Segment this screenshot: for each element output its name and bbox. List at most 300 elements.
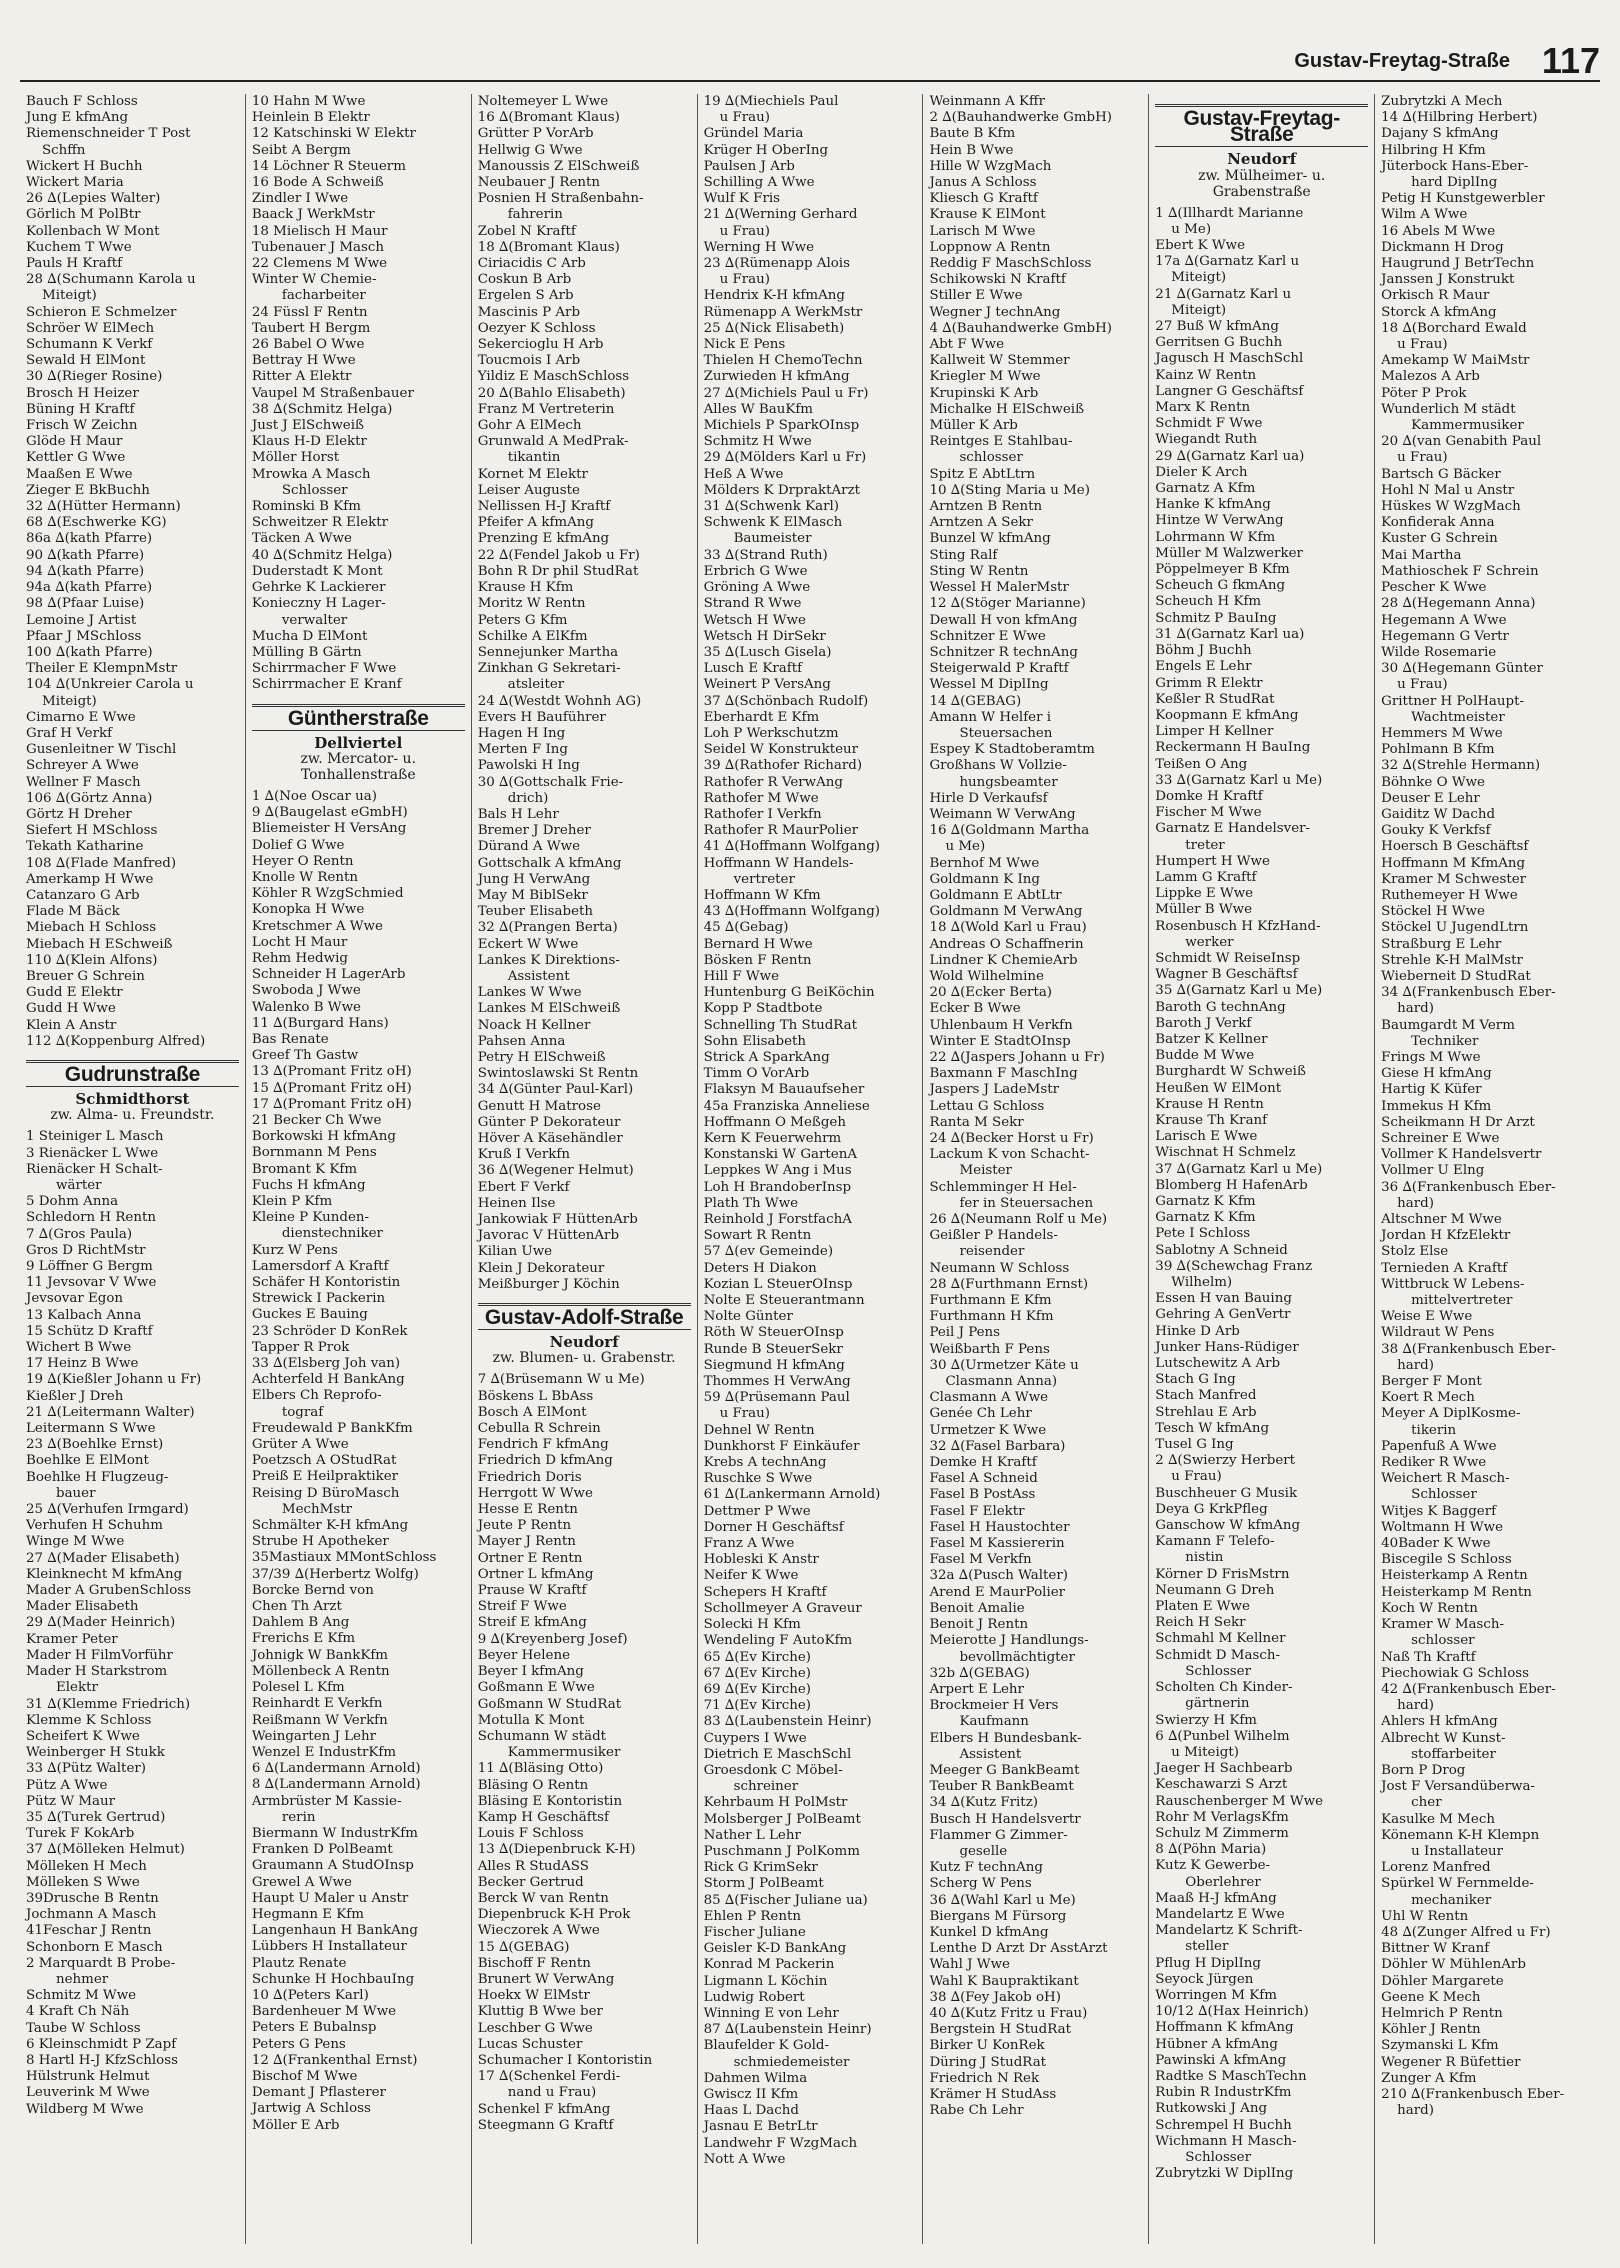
directory-entry: Klemme K Schloss [26, 1712, 152, 1728]
directory-entry: Schreyer A Wwe [26, 758, 139, 774]
directory-entry: Schulz M Zimmerm [1155, 1825, 1289, 1841]
street-bounds: zw. Mülheimer- u. Grabenstraße [1198, 167, 1326, 200]
directory-entry: Vollmer U Elng [1381, 1163, 1485, 1179]
directory-entry: Müller B Wwe [1155, 902, 1253, 918]
directory-entry: 28 ∆(Furthmann Ernst) [929, 1276, 1089, 1292]
directory-entry: 3 Rienäcker L Wwe [26, 1145, 159, 1161]
directory-entry: Gaiditz W Dachd [1381, 806, 1496, 822]
directory-entry: Mader H Starkstrom [26, 1664, 168, 1680]
directory-entry: Dahmen Wilma [703, 2070, 808, 2086]
directory-entry: 68 ∆(Eschwerke KG) [26, 515, 167, 531]
directory-entry: Miebach H ESchweiß [26, 936, 173, 952]
directory-entry: Köhler J Rentn [1381, 2022, 1481, 2038]
directory-entry: Gehrke K Lackierer [251, 580, 386, 596]
directory-entry: Leuverink M Wwe [26, 2085, 150, 2101]
directory-entry: Riemenschneider T Post [26, 126, 191, 142]
directory-entry: u Frau) [719, 272, 770, 288]
directory-entry: 67 ∆(Ev Kirche) [703, 1665, 812, 1681]
directory-entry: Rubin R IndustrKfm [1155, 2085, 1292, 2101]
directory-entry: Pflug H DiplIng [1155, 1955, 1261, 1971]
directory-entry: u Frau) [1397, 337, 1448, 353]
directory-entry: Wischnat H Schmelz [1155, 1145, 1296, 1161]
directory-entry: Petig H Kunstgewerbler [1381, 191, 1545, 207]
directory-entry: Bernhof M Wwe [929, 855, 1040, 871]
directory-entry: Kriegler M Wwe [929, 369, 1041, 385]
directory-entry: 71 ∆(Ev Kirche) [703, 1698, 812, 1714]
directory-entry: Heinlein B Elektr [251, 110, 370, 126]
directory-entry: Gerritsen G Buchh [1155, 335, 1283, 351]
directory-entry: Heß A Wwe [703, 466, 784, 482]
directory-entry: Büning H Kraftf [26, 401, 135, 417]
directory-entry: Rathofer I Verkfn [703, 806, 822, 822]
directory-entry: Wichert B Wwe [26, 1340, 132, 1356]
directory-entry: 16 Abels M Wwe [1381, 223, 1496, 239]
directory-entry: Dajany S kfmAng [1381, 126, 1499, 142]
directory-entry: Armbrüster M Kassie- [251, 1793, 402, 1809]
directory-entry: 23 ∆(Boehlke Ernst) [26, 1437, 164, 1453]
directory-entry: Humpert H Wwe [1155, 853, 1270, 869]
directory-entry: Mai Martha [1381, 547, 1462, 563]
directory-entry: Javorac V HüttenArb [477, 1228, 620, 1244]
directory-entry: 61 ∆(Lankermann Arnold) [703, 1487, 881, 1503]
directory-entry: Strewick I Packerin [251, 1291, 386, 1307]
directory-entry: Deters H Diakon [703, 1260, 817, 1276]
directory-entry: Nolte Günter [703, 1309, 793, 1325]
directory-entry: Schlosser [1185, 1663, 1252, 1679]
directory-entry: Dahlem B Ang [251, 1615, 350, 1631]
directory-entry: Berger F Mont [1381, 1374, 1482, 1390]
directory-entry: 35 ∆(Garnatz Karl u Me) [1155, 983, 1323, 999]
directory-entry: Rathofer R MaurPolier [703, 823, 859, 839]
directory-entry: Scheuch G fkmAng [1155, 578, 1286, 594]
directory-entry: Jaeger H Sachbearb [1155, 1761, 1293, 1777]
directory-entry: 59 ∆(Prüsemann Paul [703, 1390, 850, 1406]
directory-entry: Haupt U Maler u Anstr [251, 1890, 409, 1906]
directory-entry: 106 ∆(Görtz Anna) [26, 790, 153, 806]
directory-entry: 10/12 ∆(Hax Heinrich) [1155, 2004, 1309, 2020]
directory-entry: Zunger A Kfm [1381, 2070, 1477, 2086]
directory-entry: Tekath Katharine [26, 839, 144, 855]
directory-entry: Görlich M PolBtr [26, 207, 141, 223]
directory-entry: 11 ∆(Bläsing Otto) [477, 1761, 604, 1777]
directory-entry: Lackum K von Schacht- [929, 1147, 1090, 1163]
directory-entry: 33 ∆(Garnatz Karl u Me) [1155, 772, 1323, 788]
directory-entry: Lankes W Wwe [477, 985, 582, 1001]
directory-entry: Wilde Rosemarie [1381, 644, 1497, 660]
directory-entry: Hein B Wwe [929, 142, 1014, 158]
directory-entry: Heisterkamp A Rentn [1381, 1568, 1528, 1584]
directory-entry: Schrempel H Buchh [1155, 2117, 1292, 2133]
directory-entry: Taubert H Bergm [251, 320, 371, 336]
directory-entry: Boehlke E ElMont [26, 1453, 149, 1469]
directory-entry: Rabe Ch Lehr [929, 2103, 1024, 2119]
directory-entry: Tapper R Prok [251, 1339, 350, 1355]
directory-entry: Techniker [1411, 1033, 1479, 1049]
directory-entry: 22 ∆(Fendel Jakob u Fr) [477, 547, 640, 563]
directory-entry: Haas L Dachd [703, 2103, 799, 2119]
directory-entry: Jartwig A Schloss [251, 2101, 371, 2117]
directory-entry: Miteigt) [42, 693, 97, 709]
directory-entry: 18 ∆(Borchard Ewald [1381, 320, 1527, 336]
directory-entry: Stöckel H Wwe [1381, 904, 1485, 920]
directory-entry: Vaupel M Straßenbauer [251, 385, 414, 401]
directory-entry: Lusch E Kraftf [703, 661, 803, 677]
directory-entry: Maaß H-J kfmAng [1155, 1890, 1277, 1906]
directory-entry: Clasmann Anna) [945, 1374, 1058, 1390]
directory-entry: Espey K Stadtoberamtm [929, 742, 1095, 758]
directory-entry: Preiß E Heilpraktiker [251, 1469, 399, 1485]
directory-entry: Schmitz M Wwe [26, 1988, 137, 2004]
directory-entry: Heußen W ElMont [1155, 1080, 1282, 1096]
directory-entry: Genée Ch Lehr [929, 1406, 1032, 1422]
directory-entry: Scheikmann H Dr Arzt [1381, 1114, 1535, 1130]
directory-entry: Kleinknecht M kfmAng [26, 1566, 183, 1582]
directory-entry: Benoit J Rentn [929, 1617, 1029, 1633]
directory-entry: 83 ∆(Laubenstein Heinr) [703, 1714, 872, 1730]
directory-entry: Borkowski H kfmAng [251, 1129, 396, 1145]
directory-entry: 69 ∆(Ev Kirche) [703, 1681, 812, 1697]
directory-entry: Just J ElSchweiß [251, 418, 364, 434]
directory-entry: 30 ∆(Gottschalk Frie- [477, 774, 624, 790]
directory-entry: Altschner M Wwe [1381, 1212, 1502, 1228]
directory-entry: Becker Gertrud [477, 1874, 584, 1890]
directory-entry: Sting W Rentn [929, 563, 1029, 579]
directory-entry: 30 ∆(Rieger Rosine) [26, 369, 163, 385]
directory-entry: 18 ∆(Wold Karl u Frau) [929, 920, 1087, 936]
directory-entry: Steegmann G Kraftf [477, 2117, 614, 2133]
directory-entry: Hesse E Rentn [477, 1502, 578, 1518]
directory-entry: Kallweit W Stemmer [929, 353, 1070, 369]
directory-entry: Achterfeld H BankAng [251, 1372, 405, 1388]
directory-entry: 6 Kleinschmidt P Zapf [26, 2036, 177, 2052]
directory-entry: Bittner W Kranf [1381, 1941, 1490, 1957]
directory-entry: u Miteigt) [1171, 1744, 1239, 1760]
directory-entry: Geißler P Handels- [929, 1228, 1058, 1244]
directory-entry: Wenzel E IndustrKfm [251, 1744, 397, 1760]
directory-entry: Ortner E Rentn [477, 1550, 583, 1566]
directory-entry: Kamp H Geschäftsf [477, 1809, 609, 1825]
directory-entry: u Frau) [719, 223, 770, 239]
directory-entry: tikerin [1411, 1422, 1457, 1438]
directory-entry: Papenfuß A Wwe [1381, 1438, 1497, 1454]
directory-entry: hard) [1397, 1001, 1434, 1017]
directory-entry: Fasel M Kassiererin [929, 1536, 1065, 1552]
directory-entry: Reckermann H BauIng [1155, 740, 1311, 756]
directory-entry: Lankes M ElSchweiß [477, 1001, 621, 1017]
directory-entry: Radtke S MaschTechn [1155, 2068, 1307, 2084]
directory-entry: 12 ∆(Stöger Marianne) [929, 596, 1086, 612]
directory-entry: Dewall H von kfmAng [929, 612, 1078, 628]
directory-entry: Woltmann H Wwe [1381, 1519, 1504, 1535]
directory-entry: Fasel H Haustochter [929, 1519, 1070, 1535]
directory-entry: 24 ∆(Westdt Wohnh AG) [477, 693, 642, 709]
directory-entry: Möllenbeck A Rentn [251, 1663, 390, 1679]
directory-entry: 13 Kalbach Anna [26, 1307, 142, 1323]
directory-entry: 22 ∆(Jaspers Johann u Fr) [929, 1049, 1105, 1065]
directory-entry: Baute B Kfm [929, 126, 1016, 142]
directory-entry: Böhnke O Wwe [1381, 774, 1485, 790]
directory-entry: 10 Hahn M Wwe [251, 94, 366, 109]
directory-entry: Worringen M Kfm [1155, 1987, 1277, 2003]
header-street: Gustav-Freytag-Straße [1294, 50, 1510, 72]
directory-entry: Hegmann E Kfm [251, 1906, 364, 1922]
directory-entry: 28 ∆(Hegemann Anna) [1381, 596, 1536, 612]
directory-entry: Molsberger J PolBeamt [703, 1811, 861, 1827]
directory-entry: gärtnerin [1185, 1696, 1250, 1712]
directory-entry: 14 ∆(Hilbring Herbert) [1381, 110, 1538, 126]
directory-entry: Jeute P Rentn [477, 1518, 572, 1534]
directory-entry: Ludwig Robert [703, 1989, 805, 2005]
directory-entry: hard) [1397, 1357, 1434, 1373]
directory-entry: Merten F Ing [477, 742, 568, 758]
directory-entry: Kaufmann [959, 1714, 1029, 1730]
directory-entry: Malezos A Arb [1381, 369, 1480, 385]
directory-entry: Jung E kfmAng [26, 110, 129, 126]
directory-entry: Teuber Elisabeth [477, 904, 594, 920]
directory-entry: Grunwald A MedPrak- [477, 434, 629, 450]
directory-entry: Schmitz H Wwe [703, 434, 812, 450]
directory-entry: Jagusch H MaschSchl [1155, 351, 1304, 367]
directory-entry: Streif E kfmAng [477, 1615, 587, 1631]
directory-entry: Ciriacidis C Arb [477, 256, 586, 272]
directory-entry: 104 ∆(Unkreier Carola u [26, 677, 194, 693]
directory-entry: Fasel A Schneid [929, 1471, 1038, 1487]
directory-entry: Locht H Maur [251, 934, 348, 950]
directory-entry: Mader H FilmVorführ [26, 1647, 173, 1663]
directory-entry: Cuypers I Wwe [703, 1730, 807, 1746]
directory-entry: Zurwieden H kfmAng [703, 369, 850, 385]
directory-entry: Möller E Arb [251, 2117, 340, 2133]
directory-entry: nand u Frau) [507, 2085, 597, 2101]
directory-entry: Zobel N Kraftf [477, 223, 576, 239]
directory-entry: Strehle K-H MalMstr [1381, 952, 1523, 968]
directory-entry: Wittbruck W Lebens- [1381, 1276, 1525, 1292]
directory-entry: 37 ∆(Schönbach Rudolf) [703, 693, 869, 709]
directory-entry: Weingarten J Lehr [251, 1728, 376, 1744]
directory-entry: Krause Th Kranf [1155, 1112, 1268, 1128]
directory-entry: Krupinski K Arb [929, 385, 1039, 401]
directory-entry: Krüger H OberIng [703, 142, 829, 158]
directory-entry: 39 ∆(Rathofer Richard) [703, 758, 863, 774]
directory-entry: Düring J StudRat [929, 2054, 1047, 2070]
directory-entry: Glöde H Maur [26, 434, 123, 450]
directory-entry: Walenko B Wwe [251, 999, 361, 1015]
directory-entry: Weise E Wwe [1381, 1309, 1473, 1325]
directory-entry: 10 ∆(Peters Karl) [251, 1987, 369, 2003]
directory-entry: Grütter P VorArb [477, 126, 594, 142]
directory-entry: Knolle W Rentn [251, 869, 358, 885]
directory-entry: Bläsing E Kontoristin [477, 1793, 623, 1809]
directory-entry: Rominski B Kfm [251, 499, 361, 515]
directory-entry: Eckert W Wwe [477, 936, 579, 952]
district-name: Neudorf [1227, 150, 1297, 169]
directory-entry: Franken D PolBeamt [251, 1842, 393, 1858]
directory-entry: Wulf K Fris [703, 191, 781, 207]
directory-entry: Wagner B Geschäftsf [1155, 967, 1298, 983]
directory-entry: Janssen J Konstrukt [1381, 272, 1515, 288]
directory-entry: Grimm R Elektr [1155, 675, 1263, 691]
directory-entry: Klein A Anstr [26, 1017, 117, 1033]
directory-entry: Arntzen B Rentn [929, 499, 1043, 515]
directory-entry: Dietrich E MaschSchl [703, 1746, 852, 1762]
directory-entry: Bauch F Schloss [26, 94, 138, 109]
directory-entry: Cimarno E Wwe [26, 709, 136, 725]
directory-entry: Gouky K Verkfsf [1381, 823, 1491, 839]
directory-entry: 25 ∆(Verhufen Irmgard) [26, 1502, 189, 1518]
directory-entry: Witjes K Baggerf [1381, 1503, 1497, 1519]
directory-entry: Kuchem T Wwe [26, 239, 132, 255]
directory-entry: Krause H Rentn [1155, 1096, 1264, 1112]
directory-entry: Siefert H MSchloss [26, 823, 158, 839]
directory-entry: 37 ∆(Mölleken Helmut) [26, 1842, 185, 1858]
directory-entry: Manoussis Z ElSchweiß [477, 158, 640, 174]
directory-entry: Schnitzer R technAng [929, 644, 1078, 660]
directory-entry: Rutkowski J Ang [1155, 2101, 1268, 2117]
directory-entry: 6 ∆(Landermann Arnold) [251, 1761, 421, 1777]
directory-entry: 100 ∆(kath Pfarre) [26, 644, 153, 660]
directory-entry: 36 ∆(Wahl Karl u Me) [929, 1892, 1076, 1908]
directory-entry: Gros D RichtMstr [26, 1242, 146, 1258]
directory-entry: Jung H VerwAng [477, 871, 591, 887]
directory-entry: Storm J PolBeamt [703, 1876, 824, 1892]
directory-entry: Scheifert K Wwe [26, 1728, 140, 1744]
directory-entry: Uhl W Rentn [1381, 1908, 1469, 1924]
column-4 [697, 94, 923, 2244]
directory-entry: 15 ∆(Promant Fritz oH) [251, 1080, 412, 1096]
directory-entry: Hegemann A Wwe [1381, 612, 1507, 628]
directory-entry: 19 ∆(Miechiels Paul [703, 94, 839, 109]
directory-entry: Konfiderak Anna [1381, 515, 1495, 531]
directory-entry: Keschawarzi S Arzt [1155, 1777, 1288, 1793]
directory-entry: Dieler K Arch [1155, 464, 1248, 480]
directory-entry: 28 ∆(Schumann Karola u [26, 272, 196, 288]
directory-entry: Rediker R Wwe [1381, 1455, 1487, 1471]
directory-entry: Heinen Ilse [477, 1195, 556, 1211]
directory-entry: Gudd H Wwe [26, 1001, 116, 1017]
directory-entry: 32b ∆(GEBAG) [929, 1665, 1030, 1681]
directory-entry: Junker Hans-Rüdiger [1155, 1339, 1299, 1355]
directory-entry: Rehm Hedwig [251, 950, 348, 966]
directory-entry: Schmidt F Wwe [1155, 416, 1263, 432]
directory-entry: 21 ∆(Garnatz Karl u [1155, 286, 1292, 302]
directory-entry: steller [1185, 1939, 1229, 1955]
directory-entry: Hoersch B Geschäftsf [1381, 839, 1529, 855]
directory-entry: Wendeling F AutoKfm [703, 1633, 853, 1649]
directory-entry: Bischof M Wwe [251, 2068, 358, 2084]
directory-entry: Meierotte J Handlungs- [929, 1633, 1089, 1649]
directory-entry: Kuster G Schrein [1381, 531, 1498, 547]
directory-entry: Mucha D ElMont [251, 628, 368, 644]
directory-entry: Schmahl M Kellner [1155, 1631, 1286, 1647]
directory-entry: Noltemeyer L Wwe [477, 94, 609, 109]
directory-entry: Helmrich P Rentn [1381, 2005, 1503, 2021]
directory-entry: Lamm G Kraftf [1155, 869, 1257, 885]
directory-entry: Döhler W MühlenArb [1381, 1957, 1526, 1973]
directory-entry: Köhler R WzgSchmied [251, 886, 404, 902]
directory-entry: 30 ∆(Urmetzer Käte u [929, 1357, 1079, 1373]
directory-entry: Schollmeyer A Graveur [703, 1600, 862, 1616]
directory-entry: Demant J Pflasterer [251, 2085, 386, 2101]
directory-entry: 23 ∆(Rümenapp Alois [703, 256, 850, 272]
directory-entry: Wetsch H Wwe [703, 612, 806, 628]
directory-entry: Brosch H Heizer [26, 385, 139, 401]
directory-entry: Schneider H LagerArb [251, 967, 406, 983]
directory-entry: 34 ∆(Frankenbusch Eber- [1381, 985, 1556, 1001]
directory-entry: Körner D FrisMstrn [1155, 1566, 1290, 1582]
directory-entry: Kopp P Stadtbote [703, 1001, 823, 1017]
directory-entry: Peters G Kfm [477, 612, 568, 628]
directory-entry: Wilm A Wwe [1381, 207, 1468, 223]
directory-entry: Schmidt D Masch- [1155, 1647, 1280, 1663]
directory-entry: Busch H Handelsvertr [929, 1811, 1081, 1827]
directory-entry: schmiedemeister [733, 2054, 850, 2070]
directory-entry: Klein P Kfm [251, 1194, 333, 1209]
directory-entry: Mülling B Gärtn [251, 644, 362, 660]
directory-entry: Reich H Sekr [1155, 1615, 1246, 1631]
directory-entry: Bläsing O Rentn [477, 1777, 589, 1793]
directory-entry: hard) [1397, 1698, 1434, 1714]
directory-entry: Höver A Käsehändler [477, 1131, 623, 1146]
directory-entry: schreiner [733, 1779, 799, 1795]
directory-entry: werker [1185, 934, 1234, 950]
directory-entry: Budde M Wwe [1155, 1048, 1255, 1064]
directory-entry: Ruthemeyer H Wwe [1381, 887, 1518, 903]
directory-entry: Pahsen Anna [477, 1033, 566, 1049]
directory-entry: Baroth G technAng [1155, 999, 1286, 1015]
directory-entry: Meißburger J Köchin [477, 1276, 620, 1292]
directory-entry: bevollmächtigter [959, 1649, 1075, 1665]
directory-entry: Bartsch G Bäcker [1381, 466, 1501, 482]
directory-entry: 40Bader K Wwe [1381, 1536, 1491, 1552]
directory-entry: Sowart R Rentn [703, 1228, 812, 1244]
directory-entry: Möller Horst [251, 450, 340, 466]
directory-entry: Reißmann W Verkfn [251, 1712, 388, 1728]
directory-entry: Schilling A Wwe [703, 175, 815, 191]
directory-entry: Sting Ralf [929, 547, 998, 563]
directory-entry: Weimann W VerwAng [929, 806, 1076, 822]
directory-entry: Biscegile S Schloss [1381, 1552, 1512, 1568]
directory-entry: Reinhold J ForstfachA [703, 1212, 852, 1228]
directory-entry: Bernard H Wwe [703, 936, 813, 952]
district-name: Schmidthorst [75, 1090, 190, 1109]
directory-entry: Hinke D Arb [1155, 1323, 1240, 1339]
directory-entry: Peters G Pens [251, 2036, 346, 2052]
directory-entry: 36 ∆(Wegener Helmut) [477, 1163, 634, 1179]
directory-entry: 108 ∆(Flade Manfred) [26, 855, 177, 871]
directory-entry: MechMstr [281, 1501, 352, 1517]
directory-entry: Schffn [42, 142, 86, 158]
directory-entry: Jankowiak F HüttenArb [477, 1212, 638, 1228]
directory-entry: Runde B SteuerSekr [703, 1341, 843, 1357]
directory-entry: Genutt H Matrose [477, 1098, 601, 1114]
directory-entry: Larisch E Wwe [1155, 1129, 1258, 1145]
directory-entry: Hoffmann M KfmAng [1381, 855, 1526, 871]
directory-entry: 57 ∆(ev Gemeinde) [703, 1244, 834, 1260]
directory-entry: Jasnau E BetrLtr [703, 2119, 818, 2135]
directory-entry: Kollenbach W Mont [26, 223, 160, 239]
directory-entry: Baumeister [733, 531, 812, 547]
directory-entry: Assistent [959, 1746, 1022, 1762]
directory-entry: Täcken A Wwe [251, 531, 352, 547]
directory-entry: Krause K ElMont [929, 207, 1046, 223]
directory-entry: Arntzen A Sekr [929, 515, 1033, 531]
directory-entry: Elektr [56, 1680, 98, 1696]
directory-entry: 26 Babel O Wwe [251, 337, 365, 353]
page-number: 117 [1541, 40, 1600, 81]
directory-entry: Teißen O Ang [1155, 756, 1248, 772]
directory-entry: Wunderlich M städt [1381, 401, 1516, 417]
directory-entry: Frerichs E Kfm [251, 1631, 356, 1647]
